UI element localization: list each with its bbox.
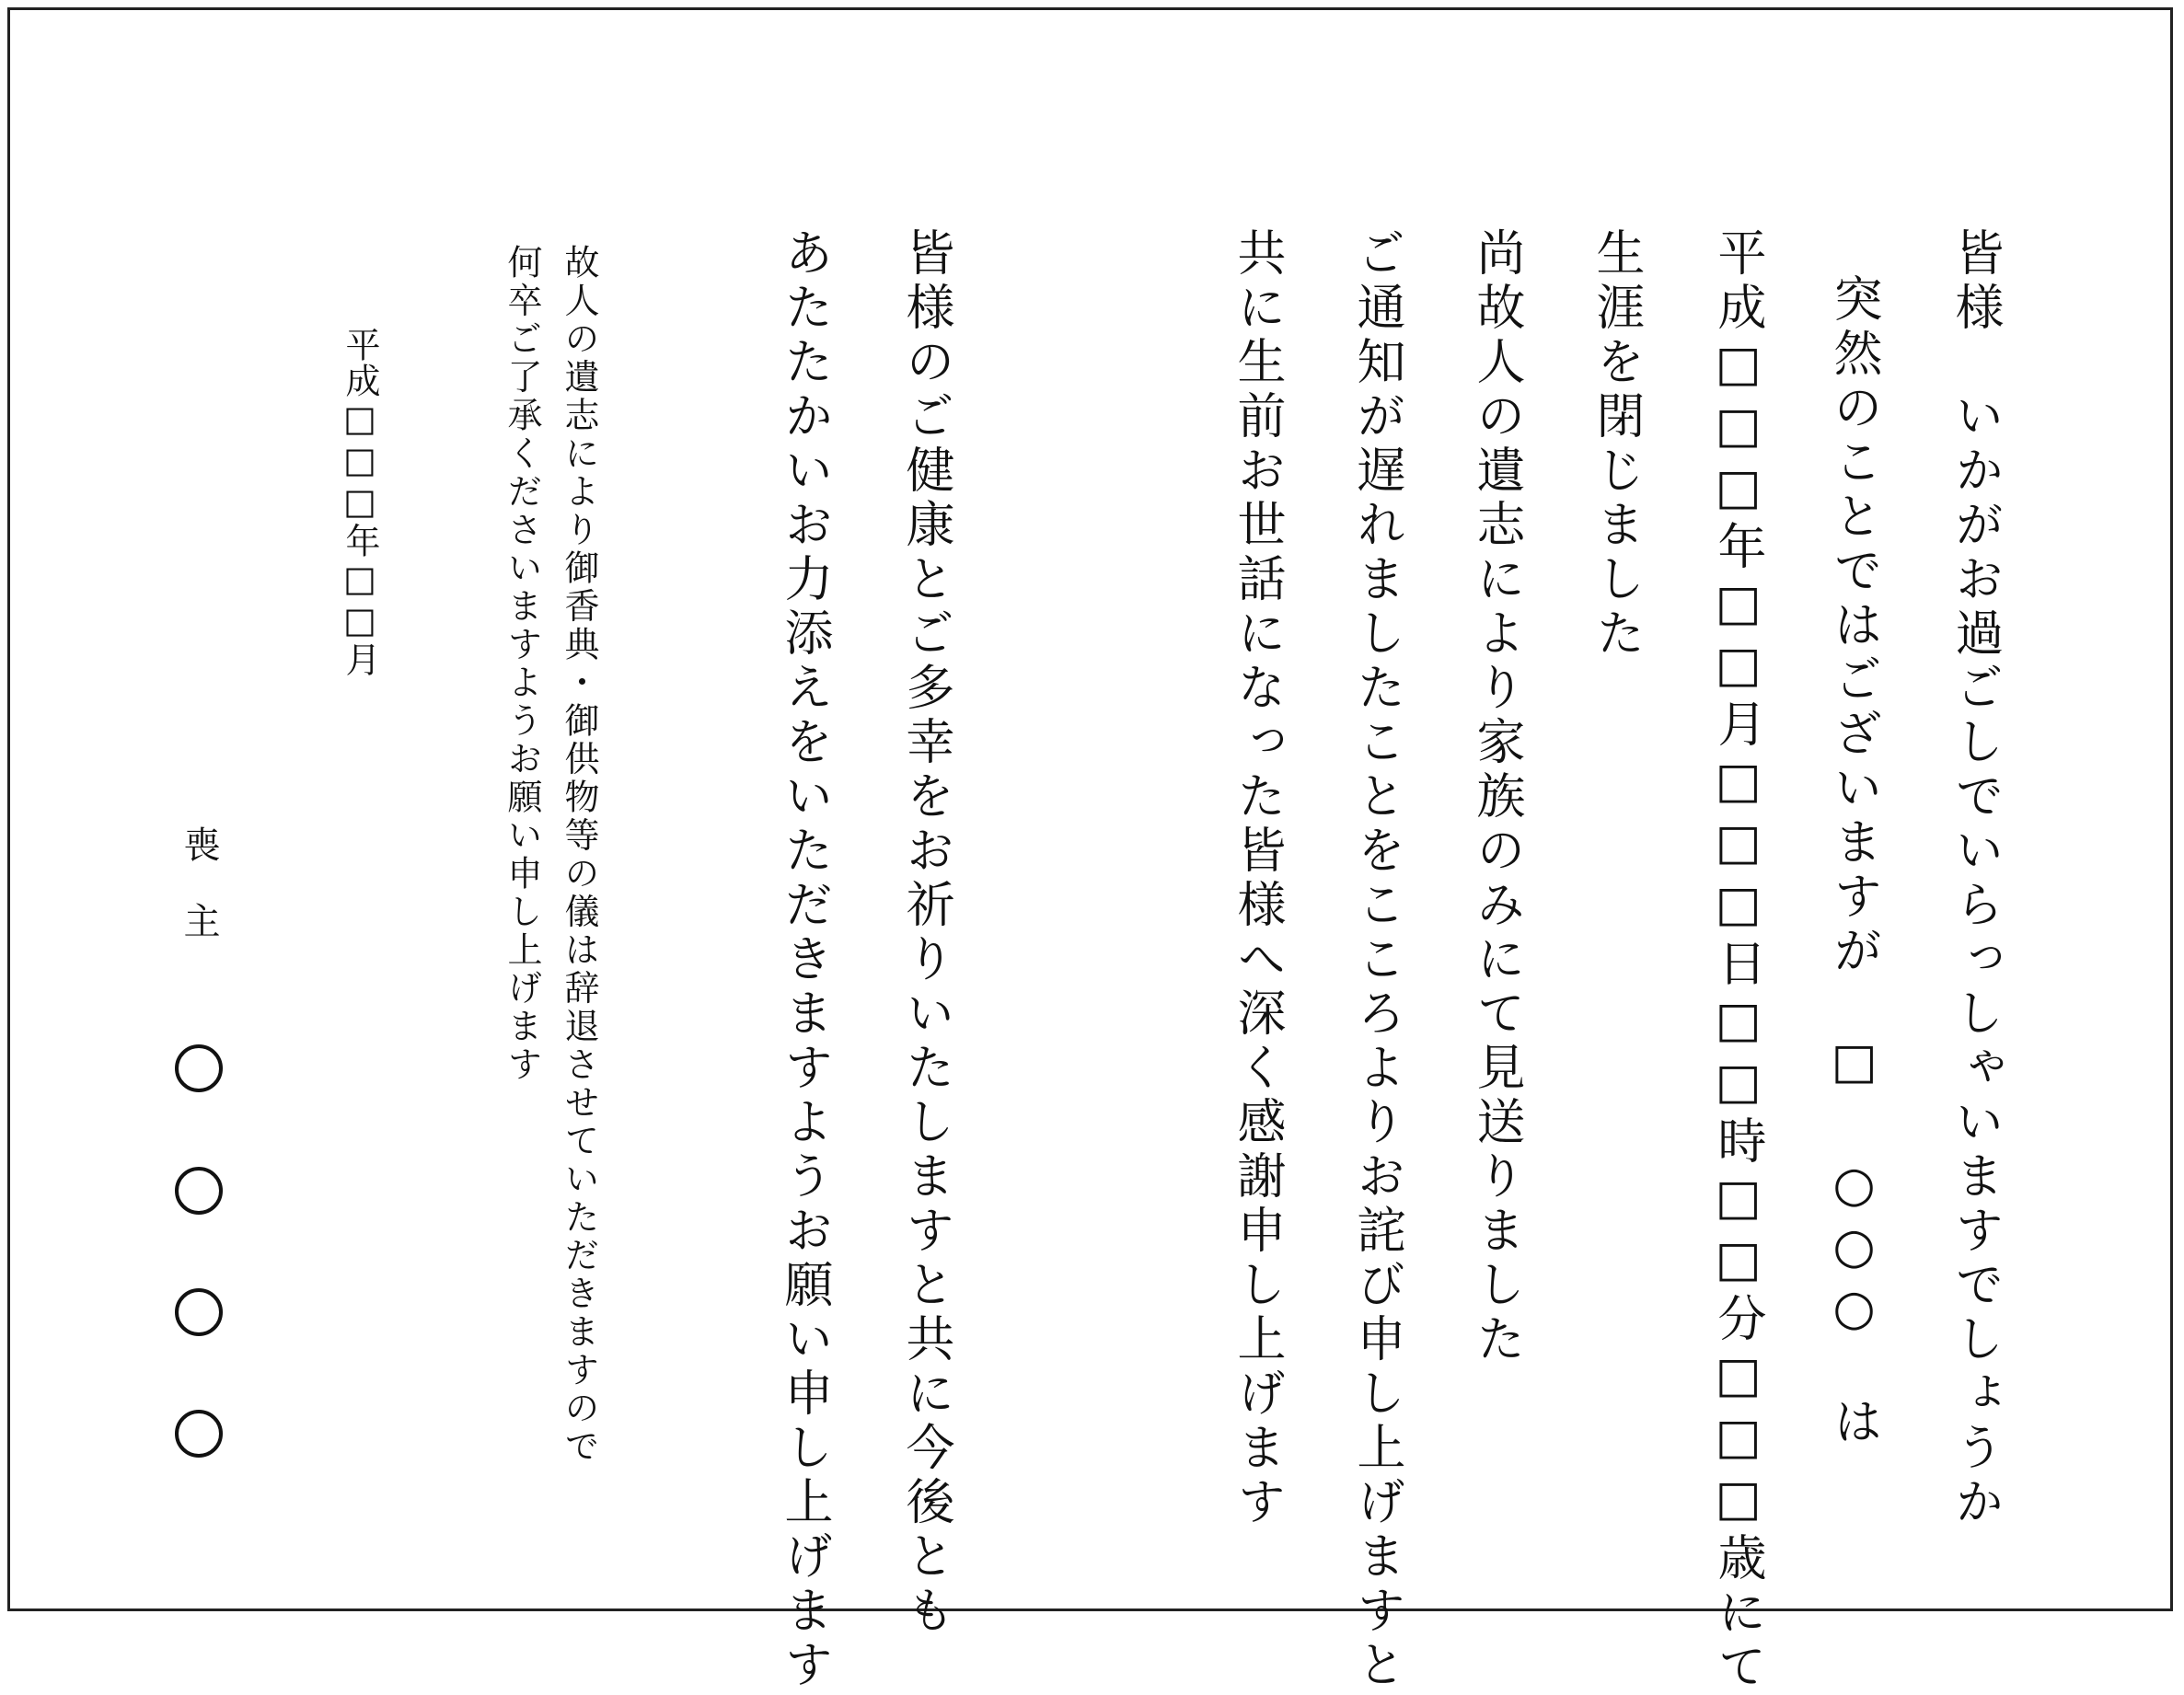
signature-title-char-2: 主: [178, 902, 220, 939]
postscript-line-2: 何卒ご了承くださいますようお願い申し上げます: [502, 244, 542, 1084]
letter-line-3: 平成□□□年□□月□□□日□□時□□分□□□歳にて: [1710, 227, 1766, 1695]
signature-name-circle-4: [175, 1410, 223, 1458]
letter-line-4: 生涯を閉じました: [1589, 227, 1645, 662]
signature-name-circle-3: [175, 1288, 223, 1336]
letter-line-1: 皆様 いかがお過ごしでいらっしゃいますでしょうか: [1947, 227, 2004, 1530]
letter-line-6: ご通知が遅れましたことをこころよりお詫び申し上げますと: [1349, 227, 1405, 1693]
signature-title-char-1: 喪: [178, 825, 220, 862]
signature-name-circle-2: [175, 1167, 223, 1215]
letter-line-7: 共に生前お世話になった皆様へ深く感謝申し上げます: [1230, 227, 1286, 1530]
signature-name-circle-1: [175, 1044, 223, 1092]
letter-date: 平成□□□年□□月: [340, 327, 380, 677]
letter-line-5: 尚故人の遺志により家族のみにて見送りました: [1469, 227, 1525, 1367]
letter-line-9: あたたかいお力添えをいただきますようお願い申し上げます: [777, 227, 833, 1693]
postscript-line-1: 故人の遺志により御香典・御供物等の儀は辞退させていただきますので: [559, 244, 599, 1466]
letter-line-2: 突然のことではございますが □ ○○○ は: [1826, 273, 1882, 1450]
letter-line-8: 皆様のご健康とご多幸をお祈りいたしますと共に今後とも: [898, 227, 954, 1639]
